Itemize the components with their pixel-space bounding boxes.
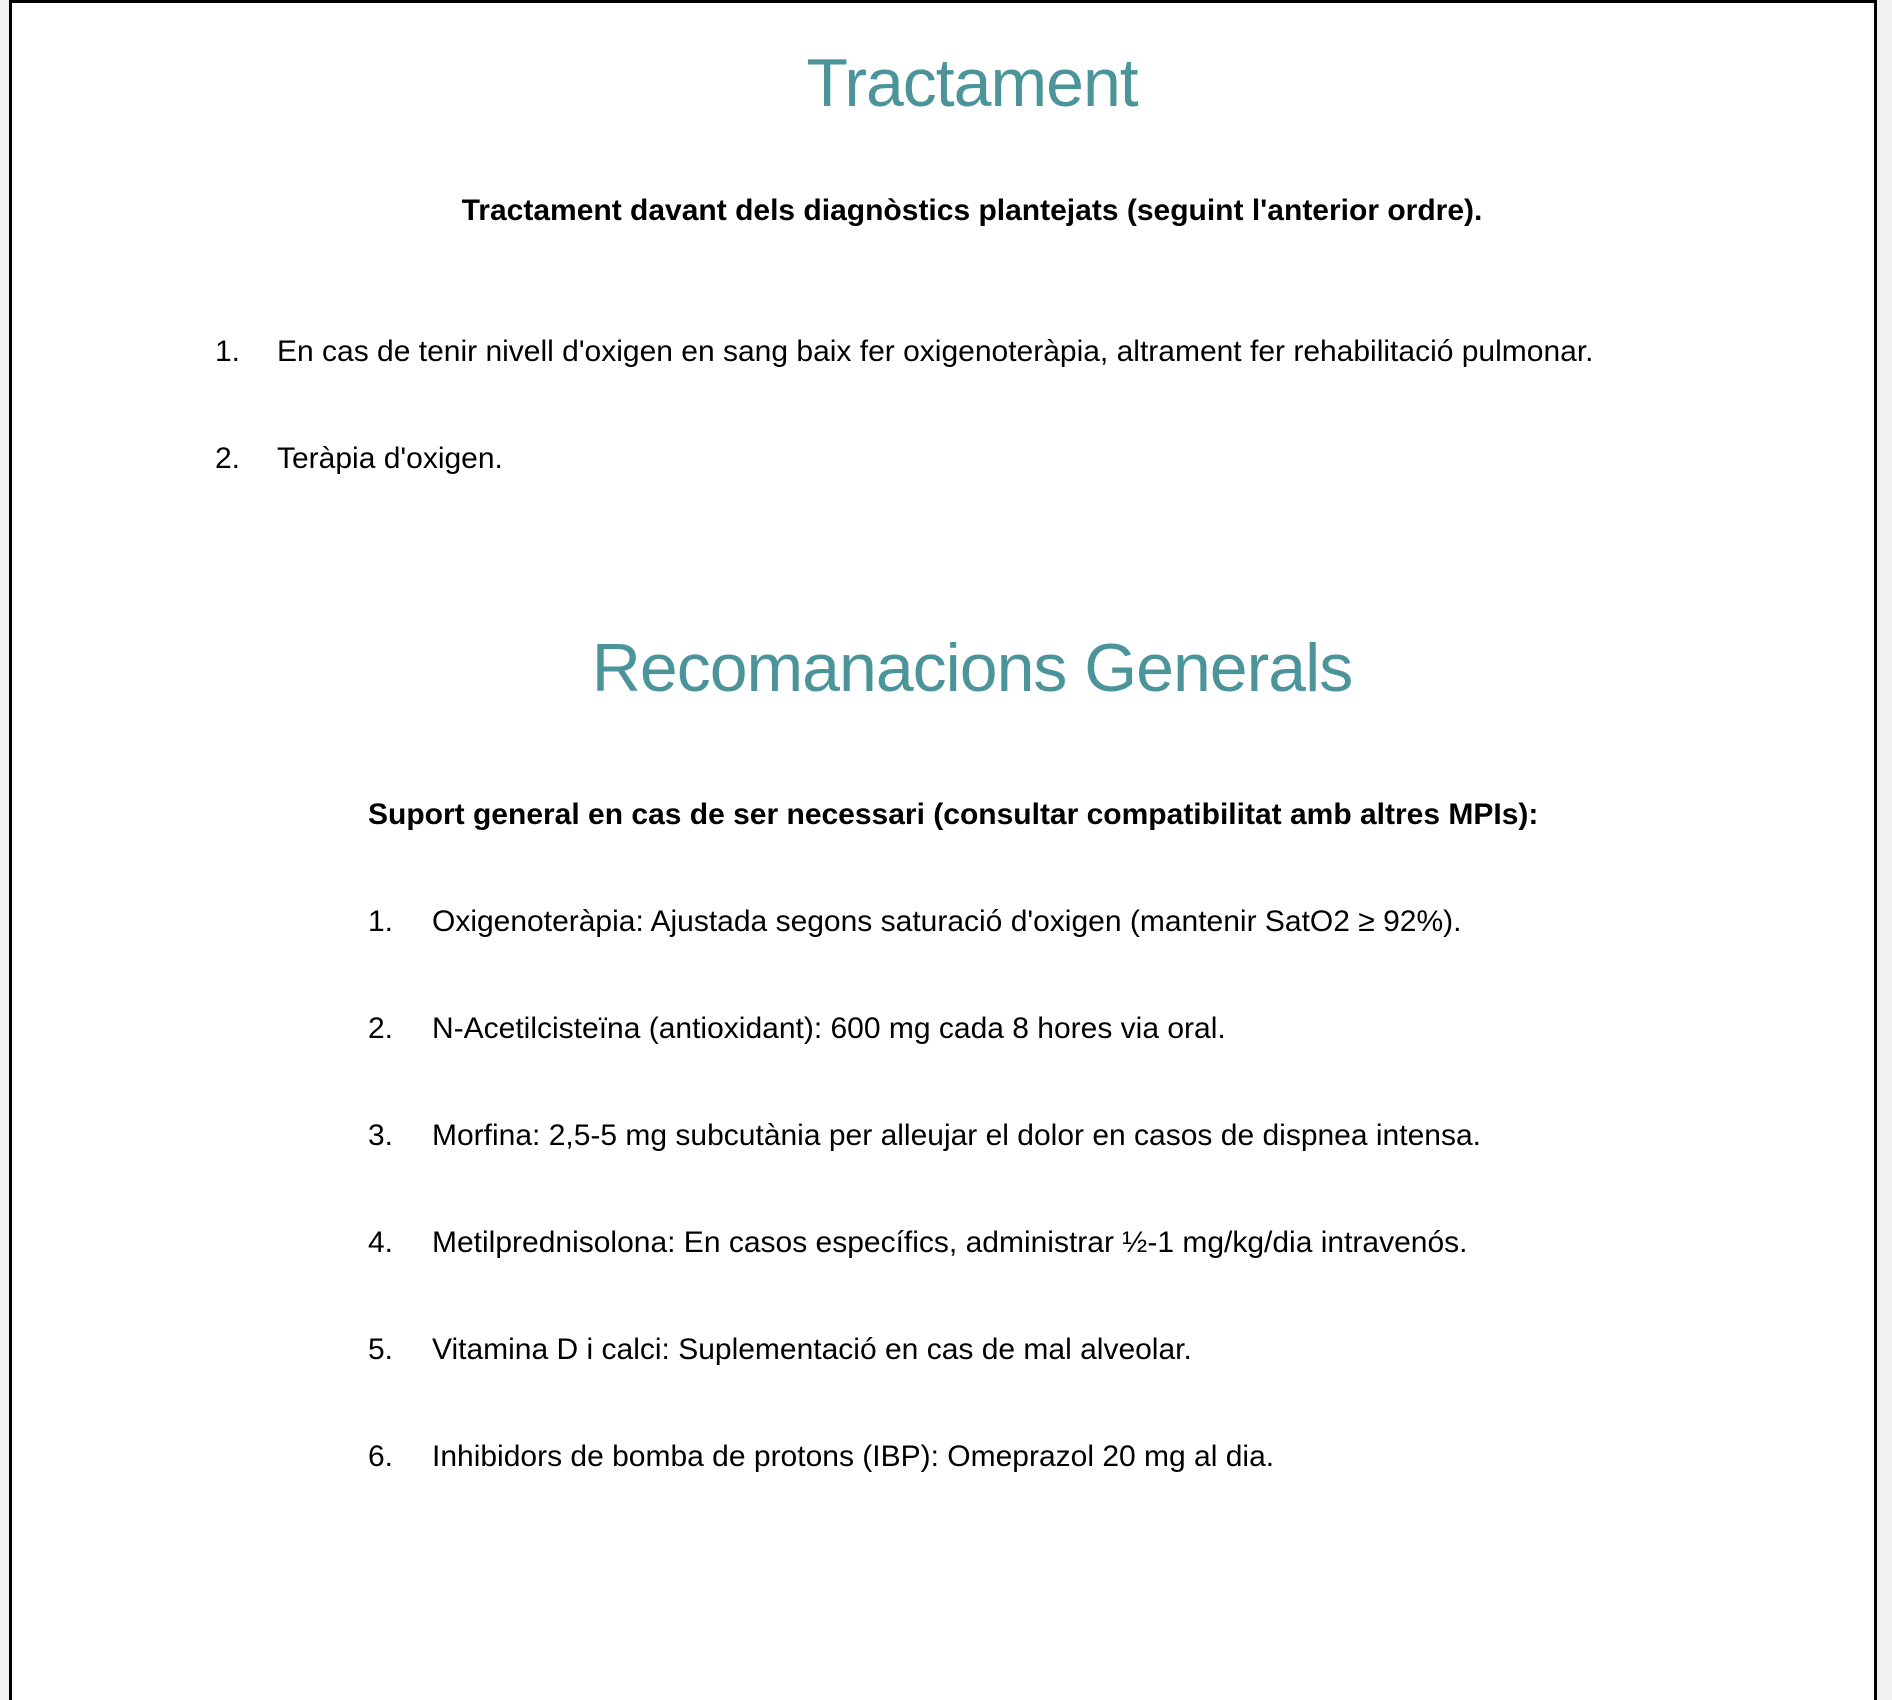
list-item-number: 1. — [368, 905, 394, 939]
list-item-text: Vitamina D i calci: Suplementació en cas de mal alveolar. — [432, 1333, 1192, 1367]
list-item-text: Teràpia d'oxigen. — [277, 441, 503, 475]
list-item-number: 5. — [368, 1333, 394, 1367]
list-item-text: Morfina: 2,5-5 mg subcutània per alleujar el dolor en casos de dispnea intensa. — [432, 1119, 1481, 1153]
document-page — [9, 0, 1877, 1700]
list-item — [368, 1330, 1814, 1369]
section-title-recomanacions-generals: Recomanacions Generals — [591, 629, 1353, 706]
list-item-number: 2. — [368, 1012, 394, 1046]
list-item-text: N-Acetilcisteïna (antioxidant): 600 mg cada 8 hores via oral. — [432, 1012, 1226, 1046]
list-item — [368, 1223, 1814, 1262]
list-item-text: En cas de tenir nivell d'oxigen en sang baix fer oxigenoteràpia, altrament fer rehabilitació pulmonar. — [277, 334, 1594, 368]
document-content — [12, 43, 1874, 1476]
list-item-text: Oxigenoteràpia: Ajustada segons saturació d'oxigen (mantenir SatO2 ≥ 92%). — [432, 905, 1462, 939]
section-title-tractament: Tractament — [806, 45, 1138, 121]
list-item — [368, 902, 1814, 941]
list-item — [368, 1009, 1814, 1048]
list-item — [368, 1437, 1814, 1476]
list-item-number: 6. — [368, 1440, 394, 1474]
list-item — [368, 1116, 1814, 1155]
section-subtitle-recomanacions: Suport general en cas de ser necessari (consultar compatibilitat amb altres MPIs): — [368, 798, 1539, 832]
tractament-list — [215, 332, 1814, 478]
recomanacions-list — [368, 902, 1814, 1476]
list-item — [215, 439, 1814, 478]
list-item-number: 2. — [215, 441, 241, 475]
list-item-number: 3. — [368, 1119, 394, 1153]
list-item — [215, 332, 1814, 371]
list-item-text: Metilprednisolona: En casos específics, administrar ½-1 mg/kg/dia intravenós. — [432, 1226, 1468, 1260]
section-subtitle-tractament: Tractament davant dels diagnòstics plantejats (seguint l'anterior ordre). — [461, 193, 1483, 227]
list-item-number: 1. — [215, 334, 241, 368]
list-item-text: Inhibidors de bomba de protons (IBP): Omeprazol 20 mg al dia. — [432, 1440, 1275, 1474]
list-item-number: 4. — [368, 1226, 394, 1260]
